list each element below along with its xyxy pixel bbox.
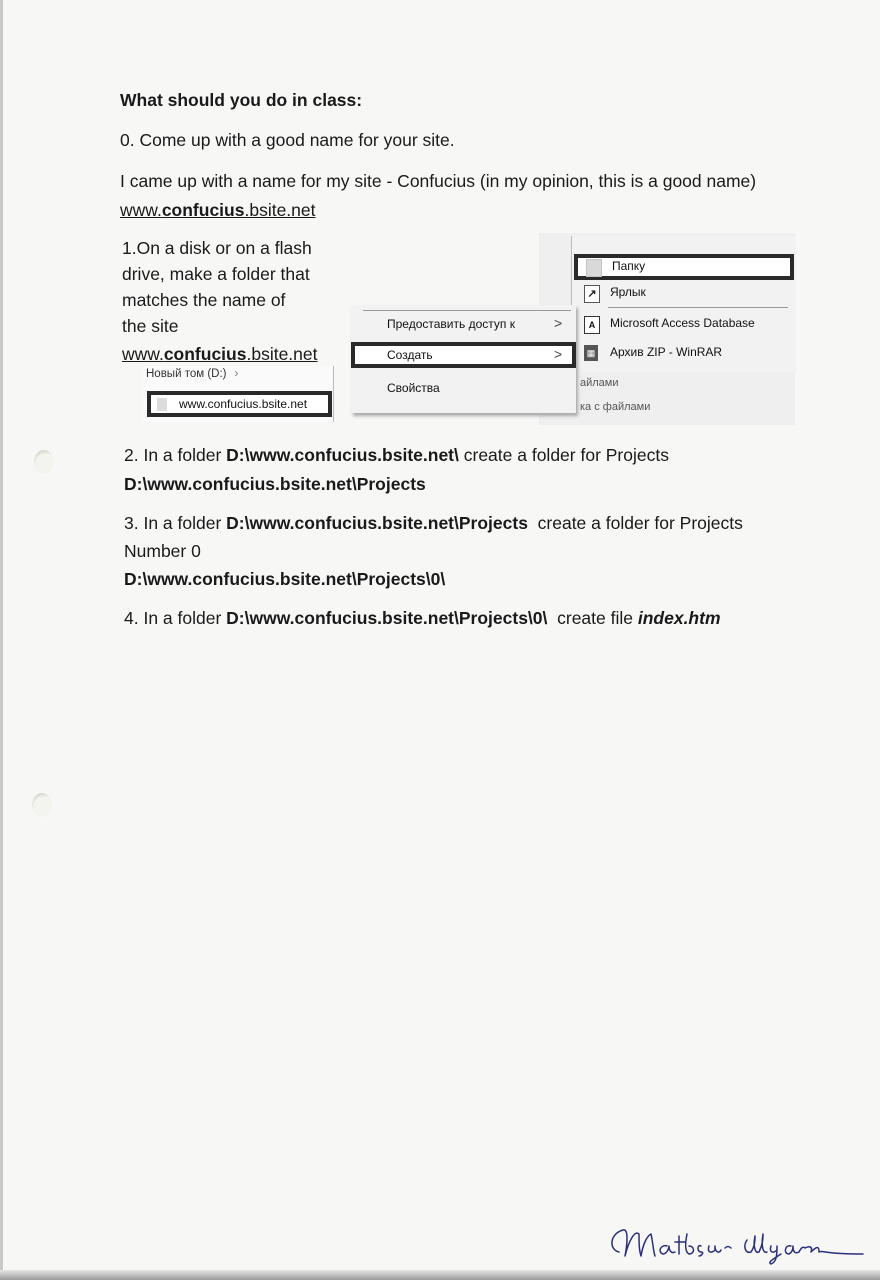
step-text: create a folder for Projects <box>527 513 743 533</box>
menu-separator <box>363 310 571 311</box>
menu-item-properties[interactable] <box>351 376 576 402</box>
menu-item-label: Microsoft Access Database <box>610 316 755 330</box>
page-bottom-edge <box>0 1270 880 1280</box>
breadcrumb <box>146 368 238 380</box>
background-fragment: ка с файлами <box>580 401 651 413</box>
step-2-result: D:\www.confucius.bsite.net\Projects <box>124 474 426 494</box>
step-0-note: I came up with a name for my site - Confucius (in my opinion, this is a good name) <box>120 171 757 191</box>
step-4 <box>124 607 721 629</box>
punch-hole <box>34 450 54 474</box>
chevron-right-icon: › <box>234 368 239 380</box>
menu-item-create[interactable] <box>351 342 576 368</box>
handwritten-signature <box>605 1222 865 1271</box>
step-1-url <box>122 343 318 365</box>
step-1-line: drive, make a folder that <box>122 264 310 284</box>
step-0-text: 0. Come up with a good name for your site. <box>120 130 455 150</box>
background-fragment: айлами <box>580 377 619 389</box>
url-prefix: www. <box>120 200 162 220</box>
chevron-right-icon: > <box>554 346 563 362</box>
step-text: 4. In a folder <box>124 608 227 628</box>
url-prefix: www. <box>122 344 164 364</box>
create-submenu <box>571 236 796 372</box>
url-suffix: .bsite.net <box>246 344 318 364</box>
folder-icon <box>586 259 602 277</box>
file-name: index.htm <box>637 608 721 628</box>
folder-path: D:\www.confucius.bsite.net\Projects\0\ <box>226 608 548 628</box>
winrar-icon: ▦ <box>584 345 598 361</box>
step-2 <box>124 444 669 466</box>
heading: What should you do in class: <box>120 90 363 110</box>
chevron-right-icon: > <box>554 315 563 331</box>
step-text: 3. In a folder <box>124 513 227 533</box>
submenu-item-shortcut[interactable] <box>572 280 796 306</box>
site-url <box>120 199 316 221</box>
page-edge <box>0 0 3 1280</box>
step-1-line: the site <box>122 316 179 336</box>
menu-item-label: Архив ZIP - WinRAR <box>610 345 723 359</box>
url-bold: confucius <box>161 200 245 220</box>
menu-separator <box>608 307 788 308</box>
folder-path: D:\www.confucius.bsite.net\Projects <box>226 513 528 533</box>
submenu-item-access[interactable] <box>572 311 796 337</box>
step-1-line: matches the name of <box>122 290 286 310</box>
access-icon: A <box>584 316 600 334</box>
step-3 <box>124 512 743 534</box>
step-3-line2: Number 0 <box>124 541 201 561</box>
explorer-screenshot <box>143 366 334 422</box>
menu-item-label: Предоставить доступ к <box>387 317 515 331</box>
menu-item-label: Создать <box>387 348 433 362</box>
folder-path: D:\www.confucius.bsite.net\ <box>226 445 459 465</box>
breadcrumb-drive: Новый том (D:) <box>146 368 227 380</box>
url-suffix: .bsite.net <box>244 200 316 220</box>
folder-icon <box>157 398 167 411</box>
context-menu <box>351 305 576 413</box>
step-text: 2. In a folder <box>124 445 227 465</box>
menu-item-label: Свойства <box>387 381 440 395</box>
submenu-item-folder[interactable] <box>574 254 794 280</box>
url-bold: confucius <box>163 344 247 364</box>
submenu-item-winrar[interactable] <box>572 340 796 366</box>
signature-drawing <box>605 1222 865 1266</box>
menu-item-label: Ярлык <box>610 285 646 299</box>
punch-hole <box>32 793 52 817</box>
menu-item-share[interactable] <box>351 312 576 338</box>
step-text: create file <box>547 608 638 628</box>
step-1-line: 1.On a disk or on a flash <box>122 238 312 258</box>
step-text: create a folder for Projects <box>458 445 669 465</box>
menu-item-label: Папку <box>612 259 646 273</box>
folder-item[interactable] <box>147 391 332 417</box>
folder-name: www.confucius.bsite.net <box>179 397 308 411</box>
step-3-result: D:\www.confucius.bsite.net\Projects\0\ <box>124 569 446 589</box>
shortcut-icon: ↗ <box>584 285 600 303</box>
